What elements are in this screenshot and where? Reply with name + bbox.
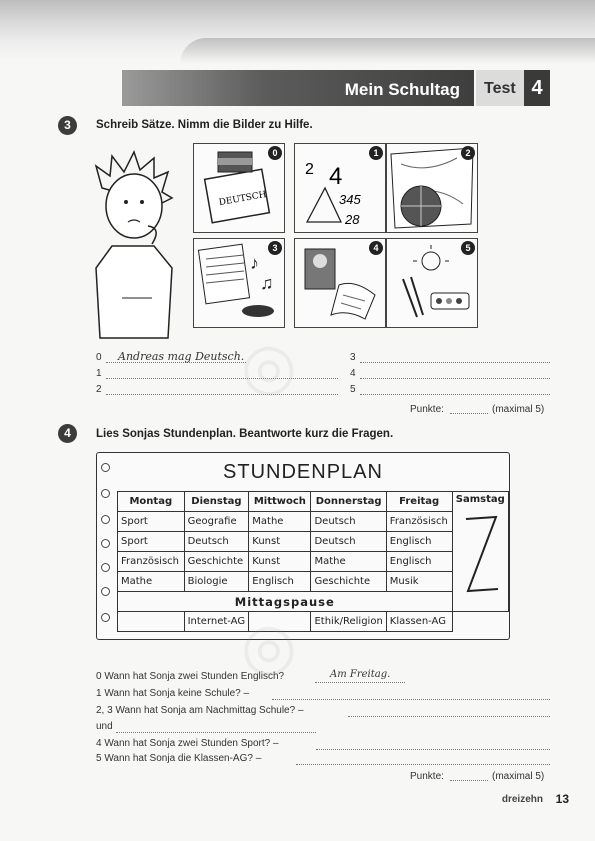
question-5-line[interactable] [296, 764, 550, 765]
picture-2 [386, 143, 478, 233]
binder-hole [101, 563, 110, 572]
points-max-4: (maximal 5) [492, 771, 545, 782]
lesson-cell: Mathe [118, 572, 185, 592]
picture-4 [294, 238, 386, 328]
picture-1-badge: 1 [369, 146, 383, 160]
lesson-cell: Musik [386, 572, 452, 592]
watermark-logo: ◎ [232, 325, 303, 409]
svg-text:♫: ♫ [260, 273, 274, 293]
answer-1-line[interactable] [106, 378, 338, 379]
question-2-line[interactable] [348, 716, 550, 717]
picture-0-badge: 0 [268, 146, 282, 160]
picture-0 [193, 143, 285, 233]
question-2-3: 2, 3 Wann hat Sonja am Nachmittag Schule? – [96, 705, 304, 716]
binder-hole [101, 613, 110, 622]
answer-4-line[interactable] [360, 378, 550, 379]
lesson-cell: Geschichte [184, 552, 249, 572]
question-4: 4 Wann hat Sonja zwei Stunden Sport? – [96, 738, 279, 749]
question-0-answer: Am Freitag. [330, 669, 391, 680]
question-4-line[interactable] [316, 749, 550, 750]
page-number-word: dreizehn [501, 794, 543, 805]
exercise-4-instruction: Lies Sonjas Stundenplan. Beantworte kurz die Fragen. [96, 428, 394, 440]
points-field-3[interactable] [450, 413, 488, 414]
svg-text:4: 4 [329, 163, 343, 190]
picture-5-badge: 5 [461, 241, 475, 255]
picture-1 [294, 143, 386, 233]
picture-2-badge: 2 [461, 146, 475, 160]
svg-text:28: 28 [345, 212, 360, 227]
lesson-cell: Französisch [118, 552, 185, 572]
question-0: 0 Wann hat Sonja zwei Stunden Englisch? [96, 671, 285, 682]
afternoon-cell [118, 612, 185, 632]
z-strike-mark [460, 511, 500, 601]
lunch-row [118, 592, 509, 612]
lesson-cell: Geschichte [311, 572, 386, 592]
picture-5 [386, 238, 478, 328]
lesson-cell: Sport [118, 512, 185, 532]
book-title-text: DEUTSCH [218, 189, 268, 209]
lesson-cell: Deutsch [311, 512, 386, 532]
points-field-4[interactable] [450, 780, 488, 781]
day-header: Samstag [455, 494, 505, 505]
binder-hole [101, 587, 110, 596]
page-number: 13 [555, 792, 569, 806]
question-1: 1 Wann hat Sonja keine Schule? – [96, 688, 250, 699]
afternoon-cell: Internet-AG [184, 612, 249, 632]
exercise-3-instruction: Schreib Sätze. Nimm die Bilder zu Hilfe. [96, 119, 313, 131]
lunch-label: Mittagspause [234, 595, 335, 609]
question-0-line [315, 682, 405, 683]
exercise-4-number: 4 [58, 424, 77, 443]
lesson-cell: Französisch [386, 512, 452, 532]
answer-2-number: 2 [96, 384, 102, 395]
answer-3-number: 3 [350, 352, 356, 363]
saturday-column [452, 492, 508, 612]
binder-hole [101, 539, 110, 548]
answer-4-number: 4 [350, 368, 356, 379]
page-title: Mein Schultag [344, 80, 460, 99]
watermark-logo: ◎ [232, 605, 303, 689]
day-header: Mittwoch [249, 492, 311, 512]
timetable-header-row [118, 492, 509, 512]
answer-5-number: 5 [350, 384, 356, 395]
picture-4-badge: 4 [369, 241, 383, 255]
answer-0-text: Andreas mag Deutsch. [118, 350, 245, 363]
svg-text:345: 345 [339, 192, 361, 207]
timetable-card [96, 452, 510, 640]
question-3-line[interactable] [116, 732, 316, 733]
day-header: Donnerstag [311, 492, 386, 512]
test-number: 4 [524, 70, 550, 106]
question-1-line[interactable] [272, 699, 550, 700]
afternoon-cell [249, 612, 311, 632]
lesson-cell: Englisch [386, 532, 452, 552]
timetable-row [118, 512, 509, 532]
question-5: 5 Wann hat Sonja die Klassen-AG? – [96, 753, 262, 764]
lesson-cell: Biologie [184, 572, 249, 592]
svg-text:♪: ♪ [250, 253, 259, 273]
question-3-und: und [96, 721, 113, 732]
answer-2-line[interactable] [106, 394, 338, 395]
timetable-row [118, 572, 509, 592]
afternoon-cell: Ethik/Religion [311, 612, 386, 632]
exercise-3-number: 3 [58, 116, 77, 135]
binder-hole [101, 489, 110, 498]
lesson-cell: Deutsch [184, 532, 249, 552]
svg-text:2: 2 [305, 161, 314, 178]
timetable-row [118, 552, 509, 572]
day-header: Dienstag [184, 492, 249, 512]
picture-3 [193, 238, 285, 328]
points-label-4: Punkte: [410, 771, 444, 782]
timetable-title: STUNDENPLAN [223, 461, 383, 483]
lesson-cell: Englisch [386, 552, 452, 572]
lesson-cell: Mathe [311, 552, 386, 572]
lesson-cell: Englisch [249, 572, 311, 592]
lesson-cell: Deutsch [311, 532, 386, 552]
answer-1-number: 1 [96, 368, 102, 379]
day-header: Montag [118, 492, 185, 512]
answer-3-line[interactable] [360, 362, 550, 363]
test-label: Test [484, 80, 516, 97]
points-label-3: Punkte: [410, 404, 444, 415]
timetable-row [118, 532, 509, 552]
binder-hole [101, 515, 110, 524]
afternoon-cell: Klassen-AG [386, 612, 452, 632]
timetable [117, 491, 509, 632]
lesson-cell: Sport [118, 532, 185, 552]
boy-illustration [82, 148, 190, 348]
day-header: Freitag [386, 492, 452, 512]
answer-0-number: 0 [96, 352, 102, 363]
test-badge [476, 70, 550, 106]
points-max-3: (maximal 5) [492, 404, 545, 415]
page-fold [180, 38, 595, 64]
lesson-cell: Kunst [249, 532, 311, 552]
title-band [122, 70, 474, 106]
picture-3-badge: 3 [268, 241, 282, 255]
lesson-cell: Kunst [249, 552, 311, 572]
lesson-cell: Geografie [184, 512, 249, 532]
lesson-cell: Mathe [249, 512, 311, 532]
afternoon-row [118, 612, 509, 632]
lunch-cell [118, 592, 453, 612]
answer-5-line[interactable] [360, 394, 550, 395]
